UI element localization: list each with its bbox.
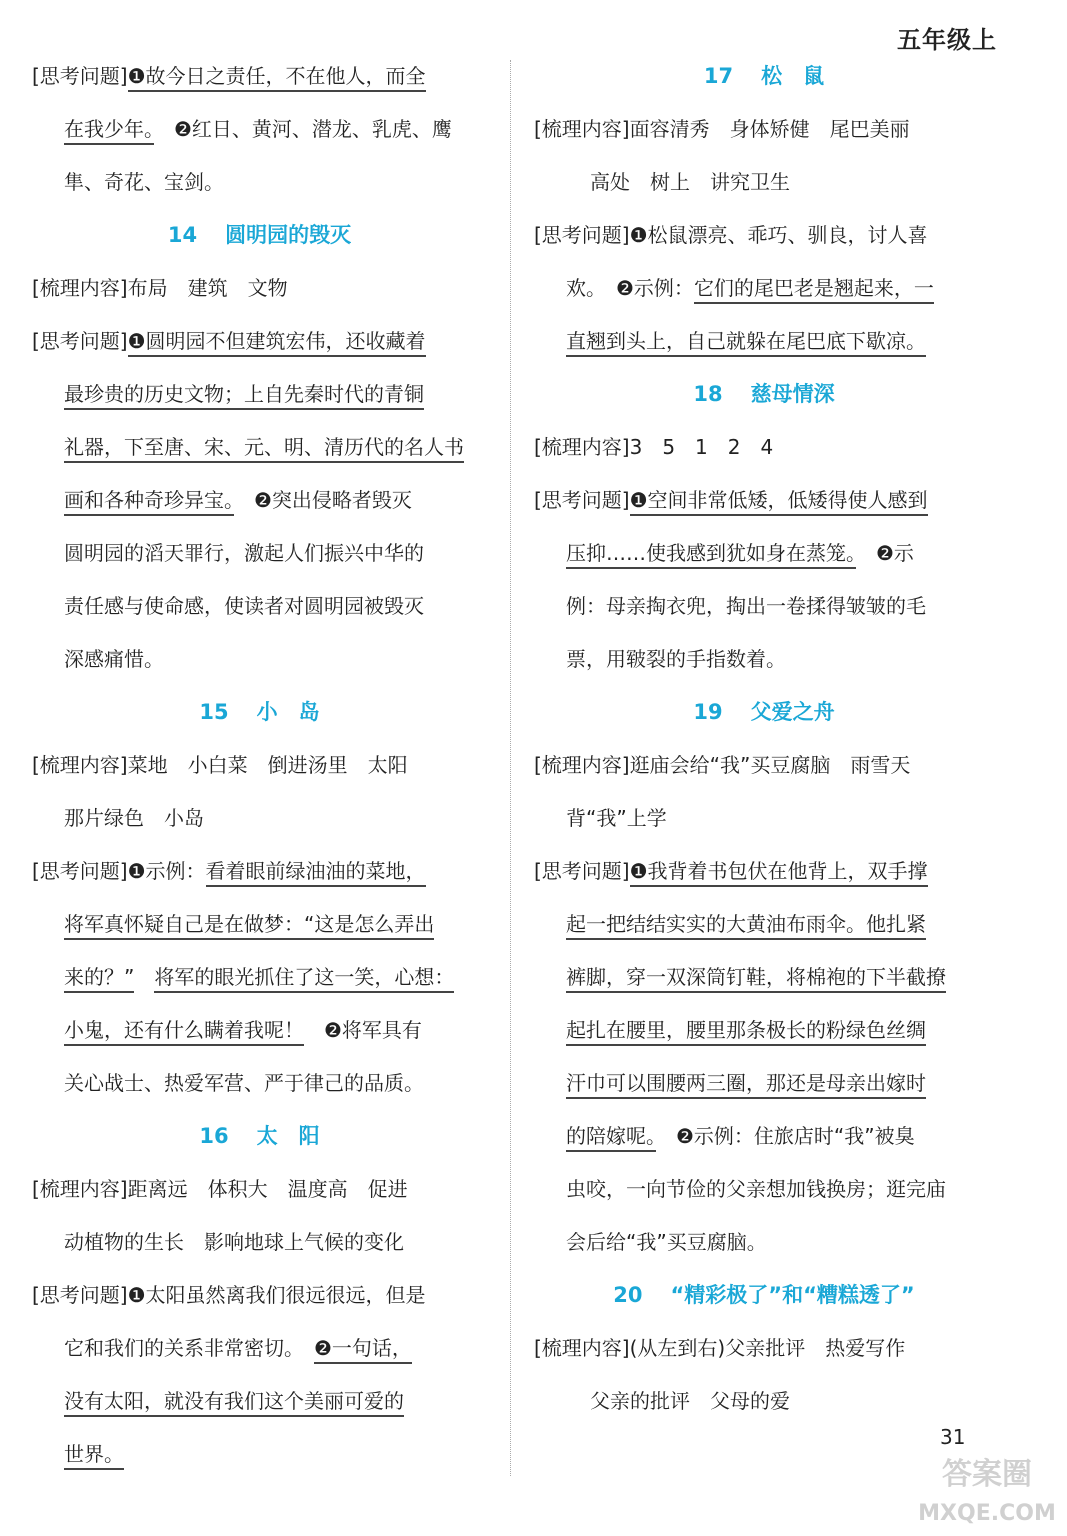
section-title-20: 20 “精彩极了”和“糟糕透了”: [613, 1283, 915, 1307]
s13-q-line2: 在我少年。 ❷红日、黄河、潜龙、乳虎、鹰: [32, 103, 487, 156]
section-title-14: 14 圆明园的毁灭: [167, 223, 352, 247]
s16-q-line1: [思考问题]❶太阳虽然离我们很远很远，但是: [32, 1283, 426, 1307]
s16-content-line1: [梳理内容]距离远 体积大 温度高 促进: [32, 1177, 408, 1201]
s14-q-line7: 深感痛惜。: [64, 647, 164, 671]
s19-content-line2: 背“我”上学: [566, 806, 667, 830]
s19-q-line5: 汗巾可以围腰两三圈，那还是母亲出嫁时: [534, 1057, 994, 1110]
left-column: [32, 50, 487, 1481]
s15-q-line5: 关心战士、热爱军营、严于律己的品质。: [64, 1071, 424, 1095]
s15-q-line1: [思考问题]❶示例：看着眼前绿油油的菜地，: [32, 845, 487, 898]
s15-q-line2: 将军真怀疑自己是在做梦：“这是怎么弄出: [32, 898, 487, 951]
s15-q-line4: 小鬼，还有什么瞒着我呢！ ❷将军具有: [32, 1004, 487, 1057]
s14-q-line1: [思考问题]❶圆明园不但建筑宏伟，还收藏着: [32, 315, 487, 368]
s14-q-line2: 最珍贵的历史文物；上自先秦时代的青铜: [32, 368, 487, 421]
s19-q-line8: 会后给“我”买豆腐脑。: [566, 1230, 767, 1254]
s14-q-line6: 责任感与使命感，使读者对圆明园被毁灭: [64, 594, 424, 618]
s16-content-line2: 动植物的生长 影响地球上气候的变化: [64, 1230, 404, 1254]
section-title-15: 15 小 岛: [199, 700, 320, 724]
column-divider: [510, 60, 511, 1476]
s14-q-line3: 礼器，下至唐、宋、元、明、清历代的名人书: [32, 421, 487, 474]
s17-q-line2: 欢。 ❷示例：它们的尾巴老是翘起来，一: [534, 262, 994, 315]
s16-q-line2: 它和我们的关系非常密切。 ❷一句话，: [32, 1322, 487, 1375]
page-number: 31: [940, 1425, 966, 1449]
s17-content-line1: [梳理内容]面容清秀 身体矫健 尾巴美丽: [534, 117, 910, 141]
grade-label: 五年级上: [897, 26, 997, 54]
s19-q-line4: 起扎在腰里，腰里那条极长的粉绿色丝绸: [534, 1004, 994, 1057]
s13-q-line3: 隼、奇花、宝剑。: [64, 170, 224, 194]
s14-q-line5: 圆明园的滔天罪行，激起人们振兴中华的: [64, 541, 424, 565]
s19-content-line1: [梳理内容]逛庙会给“我”买豆腐脑 雨雪天: [534, 753, 911, 777]
section-title-18: 18 慈母情深: [693, 382, 835, 406]
s19-q-line7: 虫咬，一向节俭的父亲想加钱换房；逛完庙: [566, 1177, 946, 1201]
s17-content-line2: 高处 树上 讲究卫生: [590, 170, 790, 194]
s18-content: [梳理内容]3 5 1 2 4: [534, 435, 774, 459]
s18-q-line1: [思考问题]❶空间非常低矮，低矮得使人感到: [534, 474, 994, 527]
s16-q-line3: 没有太阳，就没有我们这个美丽可爱的: [32, 1375, 487, 1428]
s15-content-line2: 那片绿色 小岛: [64, 806, 204, 830]
section-title-19: 19 父爱之舟: [693, 700, 835, 724]
s17-q-line1: [思考问题]❶松鼠漂亮、乖巧、驯良，讨人喜: [534, 223, 928, 247]
right-column: [534, 50, 994, 1428]
watermark-text: MXQE.COM: [918, 1501, 1056, 1526]
section-title-17: 17 松 鼠: [703, 64, 825, 88]
s19-q-line2: 起一把结结实实的大黄油布雨伞。他扎紧: [534, 898, 994, 951]
s19-q-line1: [思考问题]❶我背着书包伏在他背上，双手撑: [534, 845, 994, 898]
s20-content-line1: [梳理内容](从左到右)父亲批评 热爱写作: [534, 1336, 906, 1360]
s14-q-line4: 画和各种奇珍异宝。 ❷突出侵略者毁灭: [32, 474, 487, 527]
s19-q-line3: 裤脚，穿一双深筒钉鞋，将棉袍的下半截撩: [534, 951, 994, 1004]
s18-q-line4: 票，用皲裂的手指数着。: [566, 647, 786, 671]
s18-q-line2: 压抑……使我感到犹如身在蒸笼。 ❷示: [534, 527, 994, 580]
s15-content-line1: [梳理内容]菜地 小白菜 倒进汤里 太阳: [32, 753, 408, 777]
s16-q-line4: 世界。: [32, 1428, 487, 1481]
watermark-logo-text: 答案圈: [942, 1457, 1032, 1492]
s18-q-line3: 例：母亲掏衣兜，掏出一卷揉得皱皱的毛: [566, 594, 926, 618]
s13-q-line1: [思考问题]❶故今日之责任，不在他人，而全: [32, 50, 487, 103]
s19-q-line6: 的陪嫁呢。 ❷示例：住旅店时“我”被臭: [534, 1110, 994, 1163]
watermark-logo: [917, 1448, 1057, 1528]
s20-content-line2: 父亲的批评 父母的爱: [590, 1389, 790, 1413]
section-title-16: 16 太 阳: [199, 1124, 320, 1148]
s17-q-line3: 直翘到头上，自己就躲在尾巴底下歇凉。: [534, 315, 994, 368]
s15-q-line3: 来的？” 将军的眼光抓住了这一笑，心想：: [32, 951, 487, 1004]
s14-content: [梳理内容]布局 建筑 文物: [32, 276, 288, 300]
